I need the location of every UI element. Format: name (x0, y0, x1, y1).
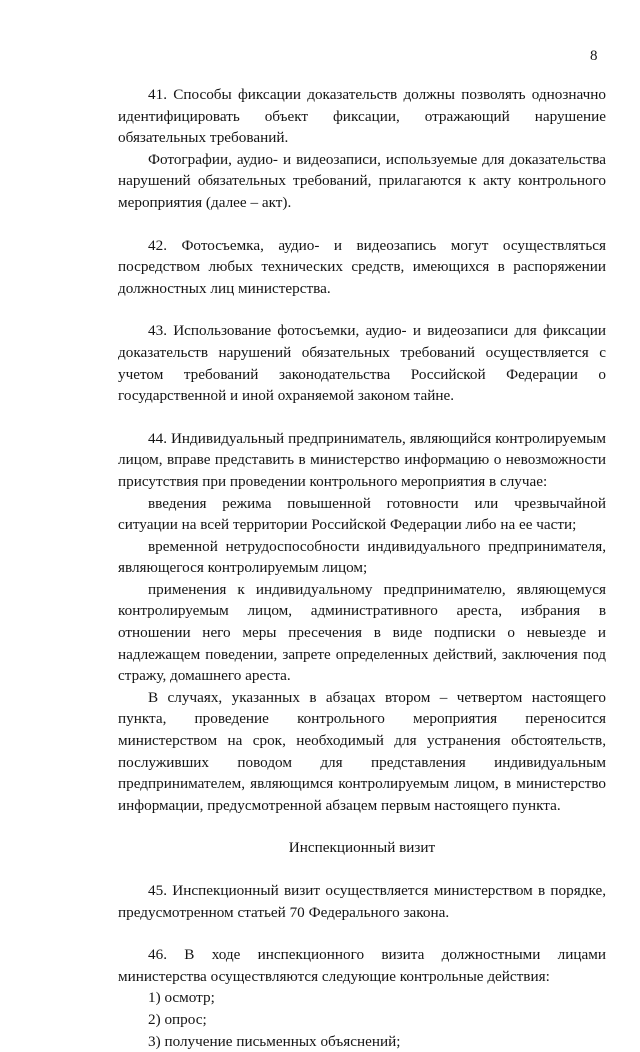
list-item-inspection: 1) осмотр; (148, 989, 215, 1007)
document-body (118, 84, 606, 1052)
paragraph-41: 41. Способы фиксации доказательств должны позволять однозначно идентифицировать объект фиксации, отражающий нарушение обязательных требований. (118, 86, 606, 147)
section-heading: Инспекционный визит (288, 839, 436, 857)
list-item-survey: 2) опрос; (148, 1010, 207, 1028)
page-number: 8 (590, 48, 598, 64)
paragraph-43: 43. Использование фотосъемки, аудио- и видеозаписи для фиксации доказательств нарушений обязательных требований осуществляется с учетом требований законодательства Российской Федерации о государственной и иной охраняемой законом тайне. (118, 322, 606, 405)
paragraph-45: 45. Инспекционный визит осуществляется министерством в порядке, предусмотренном статьей 70 Федерального закона. (118, 882, 606, 921)
paragraph-44-emergency: введения режима повышенной готовности или чрезвычайной ситуации на всей территории Российской Федерации либо на ее части; (118, 494, 606, 534)
paragraph-44-arrest: применения к индивидуальному предпринимателю, являющемуся контролируемым лицом, административного ареста, избрания в отношении него меры пресечения в виде подписки о невыезде и надлежащем поведении, запрете определенных действий, заключения под стражу, домашнего ареста. (118, 580, 606, 685)
paragraph-41-photos: Фотографии, аудио- и видеозаписи, используемые для доказательства нарушений обязательных требований, прилагаются к акту контрольного мероприятия (далее – акт). (118, 150, 606, 211)
paragraph-44-postponement: В случаях, указанных в абзацах втором – четвертом настоящего пункта, проведение контрольного мероприятия переносится министерством на срок, необходимый для устранения обстоятельств, послуживших поводом для представления индивидуальным предпринимателем, являющимся контролируемым лицом, в министерство информации, предусмотренной абзацем первым настоящего пункта. (118, 688, 606, 814)
paragraph-42: 42. Фотосъемка, аудио- и видеозапись могут осуществляться посредством любых технических средств, имеющихся в распоряжении должностных лиц министерства. (118, 236, 606, 297)
paragraph-46: 46. В ходе инспекционного визита должностными лицами министерства осуществляются следующие контрольные действия: (118, 946, 606, 985)
paragraph-44: 44. Индивидуальный предприниматель, являющийся контролируемым лицом, вправе представить в министерство информацию о невозможности присутствия при проведении контрольного мероприятия в случае: (118, 429, 606, 490)
paragraph-44-disability: временной нетрудоспособности индивидуального предпринимателя, являющегося контролируемым лицом; (118, 537, 606, 577)
list-item-written-explanations: 3) получение письменных объяснений; (148, 1032, 401, 1050)
